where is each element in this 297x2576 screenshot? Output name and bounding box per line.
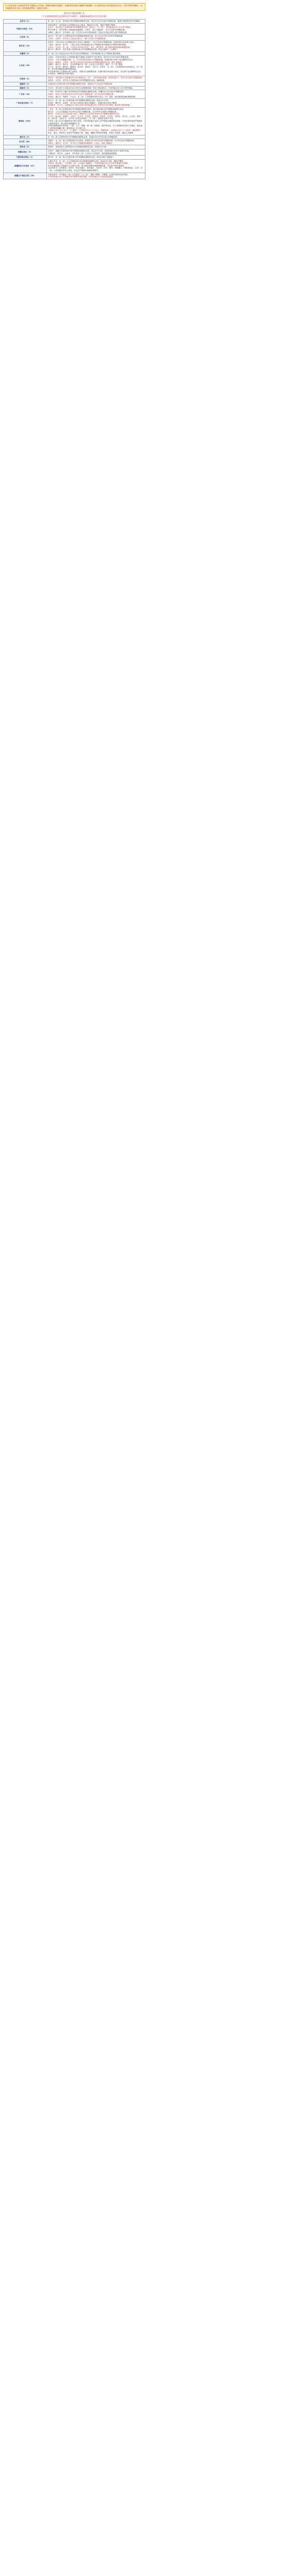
table-row [4, 56, 145, 76]
policy-line: 烟台市、威海市、日照市：省外来人员抵达后查验48小时核酸检测阴性证明，落实“落地检”。 [48, 61, 125, 63]
policy-cell [47, 135, 145, 139]
table-row [4, 108, 145, 135]
policy-line: 来闽返闽人员需持48小时内核酸检测阴性证明，抵闽后3天内完成2次核酸检测。 [48, 83, 114, 86]
table-row [4, 23, 145, 34]
table-row [4, 99, 145, 108]
province-cell: 新疆维吾尔自治区（47） [4, 159, 47, 173]
policy-line: 金华市、台州市：来（返）人员须主动向所在村社、单位、酒店报告，配合做好健康监测和核酸检测。 [48, 46, 131, 48]
policy-line: 长沙市：来长返长人员抵达后24小时内完成核酸检测，第3天再检测1次，中高风险区来人实行集中隔离。 [48, 87, 135, 89]
policy-line: 嘉兴市、湖州市：省外来嘉人员需持48小时内核酸阴性证明，抵达后落实“三天两检”。 [48, 48, 119, 51]
policy-line: 南京市：来宁返宁人员需持48小时内核酸检测阴性证明，抵宁后24小时内完成1次核酸检测。 [48, 35, 124, 38]
policy-line: 青岛市：入青人员落地后第1、2、3天在驻地分别进行1次核酸检测，检测结果出来前不参加聚集性活动。 [48, 58, 135, 61]
table-row [4, 35, 145, 41]
policy-cell [47, 76, 145, 82]
table-row [4, 76, 145, 82]
table-row [4, 139, 145, 145]
policy-cell [47, 23, 145, 34]
table-row [4, 159, 145, 173]
table-row [4, 86, 145, 90]
policy-line: 绵阳市、德阳市、宜宾市：省外来人员落地查验健康码、行程卡，落实“落地检”。 [48, 142, 115, 144]
province-cell: 内蒙古自治区（13） [4, 23, 47, 34]
policy-line: 深圳市：抵深人员须在抵达24小时内完成1次核酸检测，3日内完成3次核酸检测。 [48, 93, 116, 96]
policy-line: 三亚市：来三亚人员需持48小时内核酸检测阴性证明，离岛需持48小时内核酸检测阴性证明。 [48, 108, 125, 110]
policy-line: 海口市：入岛人员落地后24小时内完成1次核酸检测，72小时内完成第2次核酸检测。 [48, 110, 118, 113]
policy-line: 赤峰市、通辽市：对外地来（返）人员实行24小时报备制度，抵达后在指定采样点进行核酸检测。 [48, 31, 128, 33]
table-row [4, 20, 145, 24]
province-cell: 四川省（28） [4, 139, 47, 145]
policy-line: 防城港市、崇左市：边境地区对入境人员及中高风险地区来人严格实行闭环管理，落实集中隔离措施。 [48, 104, 131, 107]
province-cell: 安徽省（2） [4, 52, 47, 56]
province-cell: 海南省（155） [4, 108, 47, 135]
policy-line: 广州市：所有外市入穗人员须持48小时内核酸检测阴性证明，抵穗后3天内完成2次核酸检测。 [48, 91, 125, 93]
policy-line: 洛阳市、开封市：省外来人员需持48小时内核酸阴性证明，落地检测。 [48, 79, 106, 81]
province-cell: 广西壮族自治区（7） [4, 99, 47, 108]
policy-line: 贵阳市：来筑返筑人员需持48小时内核酸检测阴性证明，抵筑后3天2检。 [48, 146, 108, 148]
policy-cell [47, 90, 145, 99]
policy-line: 对所有入琼人员实行健康码及行程卡查验，中高风险地区来琼人员严格落实隔离管控措施，外省来琼旅客须严格遵守当地防控要求，配合做好流调溯源工作。 [48, 120, 143, 125]
table-row [4, 135, 145, 139]
policy-line: 景区、酒店、商场等公共场所严格落实扫码、测温、佩戴口罩等防控措施，控制人员密度，避免人员聚集。 [48, 131, 135, 134]
province-cell: 浙江省（13） [4, 41, 47, 52]
policy-line: 呼和浩特市：来呼返呼人员需提前向社区报备，落地后3天3检，期间不聚集不聚餐。 [48, 24, 117, 26]
province-cell: 新疆生产建设兵团（26） [4, 173, 47, 179]
policy-line: 包头市：来包返包人员需持48小时核酸阴性证明，抵达后“三天三检”，高风险地区来人实行集中隔离。 [48, 26, 132, 29]
policy-line: 日喀则市、林芝市、山南市：对外地来（返）人员实行分类管控，落实健康监测措施。 [48, 152, 119, 155]
policy-cell [47, 20, 145, 24]
policy-cell [47, 86, 145, 90]
policy-line: 伊犁州、喀什地区：对外地来（返）人员落实“落地检”，中高风险地区来人实行集中隔离医学观察。 [48, 162, 130, 165]
policy-line: 克拉玛依市、吐鲁番市、哈密市、阿克苏地区、和田地区、昌吉州、巴州、博州、塔城地区、阿勒泰地区、克州：来（返）人员需提前向社区报备，抵达后严格落实核酸检测要求。 [48, 167, 143, 172]
policy-table [3, 19, 145, 179]
policy-cell [47, 52, 145, 56]
policy-line: 成都市：来（返）蓉人员需提前向社区报备，抵蓉后24小时内完成1次核酸检测，3天内完成2次核酸检测。 [48, 140, 136, 142]
policy-line: 兵团各师市：对外地来（返）人员落实“三天三检”，期间不聚集、不聚餐，出现异常症状及时就医。 [48, 173, 130, 176]
policy-line: 杭州市：对来自有本土疫情地区的人员实行“落地检”，3天内完成2次核酸检测，检测结果出来前减少流动。 [48, 41, 136, 44]
page [3, 3, 145, 179]
policy-line: 儋州市：所有在岛人员非必要不离岛，确需离岛人员须持有48小时内核酸检测阴性证明。 [48, 113, 121, 115]
province-cell: 西藏自治区（9） [4, 149, 47, 155]
policy-cell [47, 56, 145, 76]
province-cell: 宁夏回族自治区（1） [4, 156, 47, 160]
policy-line: 旅客在琼期间如出现发热、干咳、乏力、咽痛、嗅（味）觉减退、腹泻等症状，应立即到就近发热门诊就医，就医途中全程规范佩戴口罩，避免乘坐公共交通工具。 [48, 125, 143, 129]
province-cell: 江苏省（5） [4, 35, 47, 41]
table-row [4, 82, 145, 87]
policy-line: 中高风险地区来人严格落实集中隔离等管控措施，低风险地区来人落实健康监测。 [48, 176, 115, 178]
table-row [4, 52, 145, 56]
policy-line: 银川市：来（返）银人员需持48小时内核酸检测阴性证明，抵达后落实“落地检”。 [48, 156, 116, 159]
province-cell: 广东省（18） [4, 90, 47, 99]
notice-banner: 以下信息来源于各地发布的官方通报及公开资料，整理时间截至发稿时，各地政策及风险区域随时可能调整，出行前请务必向目的地及所在社区、单位详细咨询确认，以当地最新发布为准。如有遗漏或错误，欢迎留言指正。 [3, 3, 145, 11]
province-cell: 湖南省（2） [4, 86, 47, 90]
policy-cell [47, 149, 145, 155]
province-cell: 河南省（3） [4, 76, 47, 82]
policy-cell [47, 139, 145, 145]
policy-line: 鄂尔多斯市：省外来鄂人员落地查验健康码、行程卡，进行“落地检”，3日内完成3次核酸检测。 [48, 28, 127, 31]
table-row [4, 173, 145, 179]
policy-cell [47, 145, 145, 149]
policy-line: 南宁市：来（返）邕人员需持48小时内核酸检测阴性证明，抵邕后3天2检。 [48, 99, 110, 102]
policy-line: 宁波市、温州市、绍兴市：入境人员及中高风险地区来人严格落实集中隔离医学观察等管控措施。 [48, 43, 128, 46]
policy-cell [47, 41, 145, 52]
policy-line: 东莞市、佛山市、珠海市、中山市：来（返）人员需提前向所在社区（村）报备，落实健康监测和核酸检测。 [48, 95, 137, 98]
policy-line: 万宁市、陵水县、琼海市、文昌市、东方市、乐东县、澄迈县、临高县、定安县、屯昌县、昌江县、白沙县、保亭县、琼中县、五指山市：岛外来人员抵达后落实“三天三检”，期间非必要不外出。 [48, 115, 141, 120]
policy-line: 拉萨市：进藏人员需持48小时内核酸检测阴性证明，抵达后3天3检，检测结果出来前不得离开驻地。 [48, 149, 131, 152]
page-subtitle: 国内出行防控政策汇总 [64, 12, 85, 15]
policy-line: 淄博市、潍坊市、临沂市：对有疫情地区来（返）人员实行分类管控，落实“三天三检”措施。 [48, 63, 124, 66]
policy-line: 桂林市、柳州市、北海市：省外来人员抵达后落实“落地检”，检测结果出来前不聚集。 [48, 101, 119, 104]
policy-line: 所有来鲁返鲁人员落地后需主动报告，按要求完成核酸检测，检测结果出来前减少流动，非必要不参加聚集性活动，出现发热、咳嗽等症状及时就医。 [48, 70, 143, 75]
table-row [4, 145, 145, 149]
table-row [4, 41, 145, 52]
policy-cell [47, 99, 145, 108]
policy-line: 济南市：所有来济返济人员需提前通过“健康山东服务号”进行报备，抵济后3天内完成2次核酸检测。 [48, 56, 130, 59]
policy-cell [47, 173, 145, 179]
table-row [4, 156, 145, 160]
policy-line: 来（返）京人员：需持48小时内核酸检测阴性证明，抵京后3天内完成2次核酸检测，健康宝弹窗需及时申请解除。 [48, 20, 142, 23]
policy-line: 来（返）皖人员抵达后24小时内完成1次核酸检测，中高风险地区来人严格落实管控措施。 [48, 52, 122, 55]
policy-line: 来（返）渝人员需持48小时内核酸检测阴性证明，抵渝后24小时内完成1次核酸检测。 [48, 135, 119, 138]
policy-cell [47, 82, 145, 87]
policy-line: 苏州市、无锡市：省外来人员抵达后第1天、第3天各进行1次核酸检测。 [48, 37, 107, 40]
province-cell: 福建省（1） [4, 82, 47, 87]
policy-line: 郑州市：来郑返郑人员需提前3天向目的地社区（村）、单位或酒店报备，抵郑后第1天、第3天各完成1次核酸检测。 [48, 77, 144, 79]
policy-cell [47, 108, 145, 135]
province-cell: 山东省（39） [4, 56, 47, 76]
province-cell: 北京市（2） [4, 20, 47, 24]
policy-cell [47, 156, 145, 160]
policy-cell [47, 159, 145, 173]
policy-line: 乌鲁木齐市：来（返）乌人员需持48小时内核酸检测阴性证明，抵达后3天3检，期间不聚集。 [48, 160, 125, 162]
policy-line: 高风险区实行“足不出户、上门服务”，中风险区实行“人不出区、错峰取物”，低风险区实行“个人防护、避免聚集”。 [48, 129, 143, 132]
table-row [4, 90, 145, 99]
province-cell: 重庆市（2） [4, 135, 47, 139]
policy-line: 所有来疆返疆人员落地后主动报告行程，配合做好核酸检测和健康监测，非必要不跨区域流动。 [48, 164, 126, 167]
page-headline: （下方表格按照省份汉语拼音首字母排序，各地最新政策以官方发布为准） [40, 15, 108, 18]
policy-line: 济宁市、泰安市、德州市、聊城市、滨州市、菏泽市、枣庄市、东营市：来（返）人员需提前向目的地社区（村）报备，配合做好健康监测和核酸检测。 [48, 65, 143, 71]
policy-cell [47, 35, 145, 41]
table-row [4, 149, 145, 155]
province-cell: 贵州省（2） [4, 145, 47, 149]
